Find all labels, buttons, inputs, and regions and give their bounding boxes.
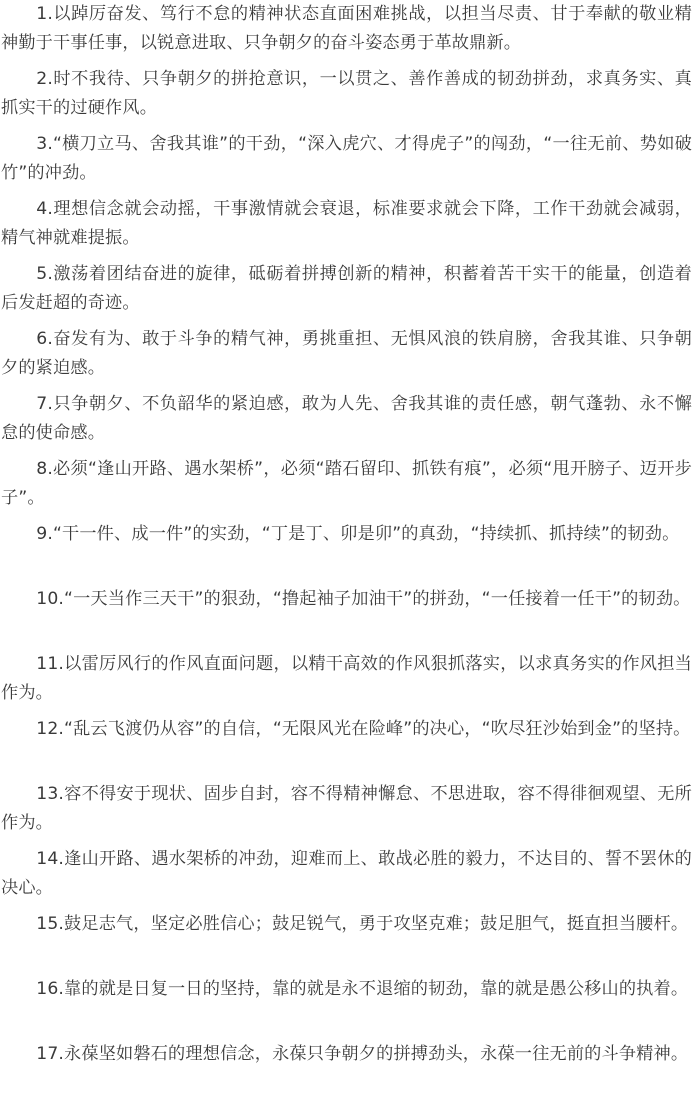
paragraph-5: 5.激荡着团结奋进的旋律，砥砺着拼搏创新的精神，积蓄着苦干实干的能量，创造着后发赶超的奇迹。	[1, 264, 692, 313]
paragraph-17: 17.永葆坚如磐石的理想信念，永葆只争朝夕的拼搏劲头，永葆一往无前的斗争精神。	[36, 1044, 689, 1064]
paragraph-6: 6.奋发有为、敢于斗争的精气神，勇挑重担、无惧风浪的铁肩膀，舍我其谁、只争朝夕的紧迫感。	[1, 329, 692, 378]
paragraph-9: 9.“干一件、成一件”的实劲，“丁是丁、卯是卯”的真劲，“持续抓、抓持续”的韧劲。	[36, 524, 680, 544]
paragraph-13: 13.容不得安于现状、固步自封，容不得精神懈怠、不思进取，容不得徘徊观望、无所作为。	[1, 784, 692, 833]
paragraph-4: 4.理想信念就会动摇，干事激情就会衰退，标准要求就会下降，工作干劲就会减弱，精气神就难提振。	[1, 199, 692, 248]
paragraph-7: 7.只争朝夕、不负韶华的紧迫感，敢为人先、舍我其谁的责任感，朝气蓬勃、永不懈怠的使命感。	[1, 394, 692, 443]
paragraph-8: 8.必须“逢山开路、遇水架桥”，必须“踏石留印、抓铁有痕”，必须“甩开膀子、迈开步子”。	[1, 459, 692, 508]
paragraph-15: 15.鼓足志气，坚定必胜信心；鼓足锐气，勇于攻坚克难；鼓足胆气，挺直担当腰杆。	[36, 914, 689, 934]
paragraph-1: 1.以踔厉奋发、笃行不怠的精神状态直面困难挑战，以担当尽责、甘于奉献的敬业精神勤于干事任事，以锐意进取、只争朝夕的奋斗姿态勇于革故鼎新。	[1, 4, 692, 53]
paragraph-16: 16.靠的就是日复一日的坚持，靠的就是永不退缩的韧劲，靠的就是愚公移山的执着。	[36, 979, 689, 999]
paragraph-10: 10.“一天当作三天干”的狠劲，“撸起袖子加油干”的拼劲，“一任接着一任干”的韧劲。	[36, 589, 691, 609]
paragraph-2: 2.时不我待、只争朝夕的拼抢意识，一以贯之、善作善成的韧劲拼劲，求真务实、真抓实干的过硬作风。	[1, 69, 692, 118]
paragraph-11: 11.以雷厉风行的作风直面问题，以精干高效的作风狠抓落实，以求真务实的作风担当作为。	[1, 654, 692, 703]
paragraph-12: 12.“乱云飞渡仍从容”的自信，“无限风光在险峰”的决心，“吹尽狂沙始到金”的坚持。	[36, 719, 691, 739]
paragraph-14: 14.逢山开路、遇水架桥的冲劲，迎难而上、敢战必胜的毅力，不达目的、誓不罢休的决心。	[1, 849, 692, 898]
paragraph-3: 3.“横刀立马、舍我其谁”的干劲，“深入虎穴、才得虎子”的闯劲，“一往无前、势如破竹”的冲劲。	[1, 134, 692, 183]
